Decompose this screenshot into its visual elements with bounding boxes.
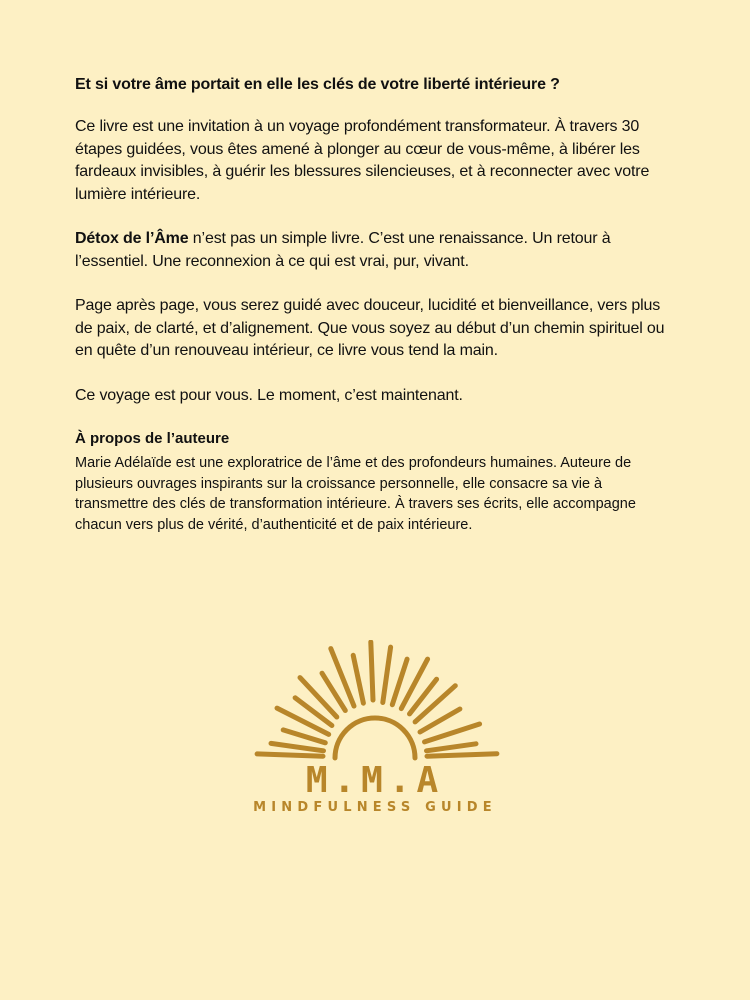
back-cover-text <box>75 74 675 535</box>
paragraph-closing: Ce voyage est pour vous. Le moment, c’est maintenant. <box>75 386 463 404</box>
sun-ray <box>427 754 497 757</box>
sun-ray <box>271 743 324 750</box>
sun-arc <box>335 718 415 758</box>
sun-ray <box>257 754 323 756</box>
paragraph-journey: Page après page, vous serez guidé avec douceur, lucidité et bienveillance, vers plus de paix, de clarté, et d’alignement. Que vous soyez au début d’un chemin spirituel ou en quête d’un renouveau intérieur, ce livre vous tend la main. <box>75 297 665 359</box>
sun-rays-icon <box>240 640 510 765</box>
headline: Et si votre âme portait en elle les clés de votre liberté intérieure ? <box>75 76 560 93</box>
brand-initials: M.M.A <box>305 760 445 801</box>
paragraph-intro: Ce livre est une invitation à un voyage profondément transformateur. À travers 30 étapes guidées, vous êtes amené à plonger au cœur de vous-même, à libérer les fardeaux invisibles, à guérir les blessures silencieuses, et à reconnecter avec votre lumière intérieure. <box>75 118 650 203</box>
about-author-title: À propos de l’auteure <box>75 430 230 447</box>
paragraph-title-rest: n’est pas un simple livre. C’est une renaissance. Un retour à l’essentiel. Une reconnexion à ce qui est vrai, pur, vivant. <box>75 230 611 270</box>
sun-ray <box>383 647 391 702</box>
brand-tagline: MINDFULNESS GUIDE <box>253 800 497 815</box>
book-title: Détox de l’Âme <box>75 230 189 247</box>
sun-ray <box>371 642 373 700</box>
brand-logo <box>240 640 510 830</box>
paragraph-title-mention <box>75 228 675 273</box>
sun-ray <box>427 744 477 751</box>
about-author-body: Marie Adélaïde est une exploratrice de l’âme et des profondeurs humaines. Auteure de plusieurs ouvrages inspirants sur la croissance personnelle, elle consacre sa vie à transmettre des clés de transformation intérieure. À travers ses écrits, elle accompagne chacun vers plus de vérité, d’authenticité et de paix intérieure. <box>75 455 636 533</box>
sun-ray <box>353 655 363 703</box>
